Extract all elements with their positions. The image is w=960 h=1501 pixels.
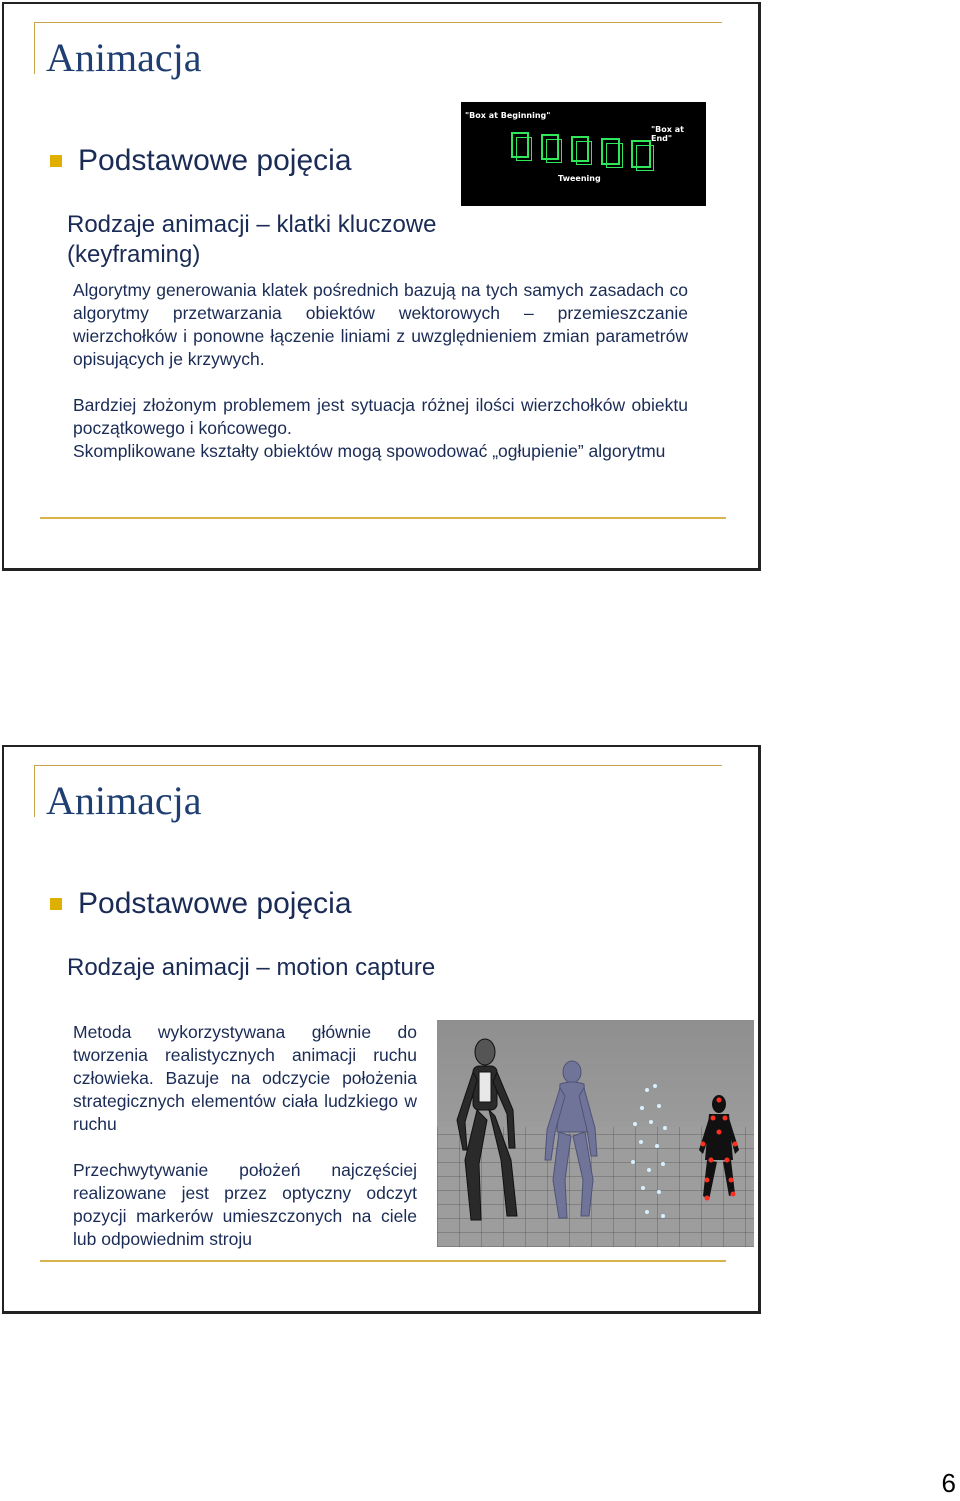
- section-heading: Podstawowe pojęcia: [78, 887, 352, 920]
- figures-illustration: [437, 1020, 754, 1247]
- subtitle-motion-capture: Rodzaje animacji – motion capture: [67, 954, 436, 981]
- label-box-begin: "Box at Beginning": [465, 111, 551, 120]
- slide-motion-capture: [2, 745, 761, 1314]
- frame-top-line: [34, 765, 722, 766]
- bottom-divider: [40, 1260, 726, 1262]
- page-number: 6: [941, 1468, 956, 1498]
- box-frame-3: [571, 136, 589, 162]
- box-frame-4: [601, 138, 620, 165]
- box-frame-1: [511, 132, 529, 158]
- paragraph-capture: Przechwytywanie położeń najczęściej realizowane jest przez optyczny odczyt pozycji markerów umieszczonych na ciele lub odpowiednim stroju: [73, 1160, 417, 1249]
- slide-keyframing: [2, 2, 761, 571]
- square-bullet-icon: [50, 155, 62, 167]
- heading-bullet-row: [50, 144, 352, 178]
- robot-figure: [457, 1039, 517, 1220]
- slide-title: Animacja: [46, 778, 202, 823]
- subtitle-line-2: (keyframing): [67, 241, 201, 268]
- paragraph-method: Metoda wykorzystywana głównie do tworzenia realistycznych animacji ruchu człowieka. Bazuje na odczycie położenia strategicznych elementów ciała ludzkiego w ruchu: [73, 1022, 417, 1134]
- box-frame-5: [631, 140, 651, 168]
- paragraph-algorithms: Algorytmy generowania klatek pośrednich bazują na tych samych zasadach co algorytmy przetwarzania obiektów wektorowych – przemieszczanie wierzchołków i ponowne łączenie liniami z uwzględnieniem zmian parametrów opisujących je krzywych.: [73, 280, 688, 369]
- heading-bullet-row: [50, 887, 352, 921]
- marker-suit-figure: [699, 1095, 739, 1201]
- subtitle-line-1: Rodzaje animacji – klatki kluczowe: [67, 211, 437, 238]
- label-tweening: Tweening: [558, 174, 601, 183]
- frame-left-line: [34, 765, 35, 817]
- frame-top-line: [34, 22, 722, 23]
- marker-point-cloud: [631, 1084, 667, 1218]
- motion-capture-image: [437, 1020, 754, 1247]
- square-bullet-icon: [50, 898, 62, 910]
- paragraph-vertices: Bardziej złożonym problemem jest sytuacja różnej ilości wierzchołków obiektu początkowego i końcowego.: [73, 395, 688, 438]
- frame-left-line: [34, 22, 35, 74]
- paragraph-complex-shapes: Skomplikowane kształty obiektów mogą spowodować „ogłupienie” algorytmu: [73, 441, 666, 461]
- slide-title: Animacja: [46, 35, 202, 80]
- tweening-image: [461, 102, 706, 206]
- box-frame-2: [541, 134, 559, 160]
- label-box-end: "Box at End": [651, 125, 684, 143]
- bottom-divider: [40, 517, 726, 519]
- mannequin-figure: [545, 1061, 597, 1218]
- section-heading: Podstawowe pojęcia: [78, 144, 352, 177]
